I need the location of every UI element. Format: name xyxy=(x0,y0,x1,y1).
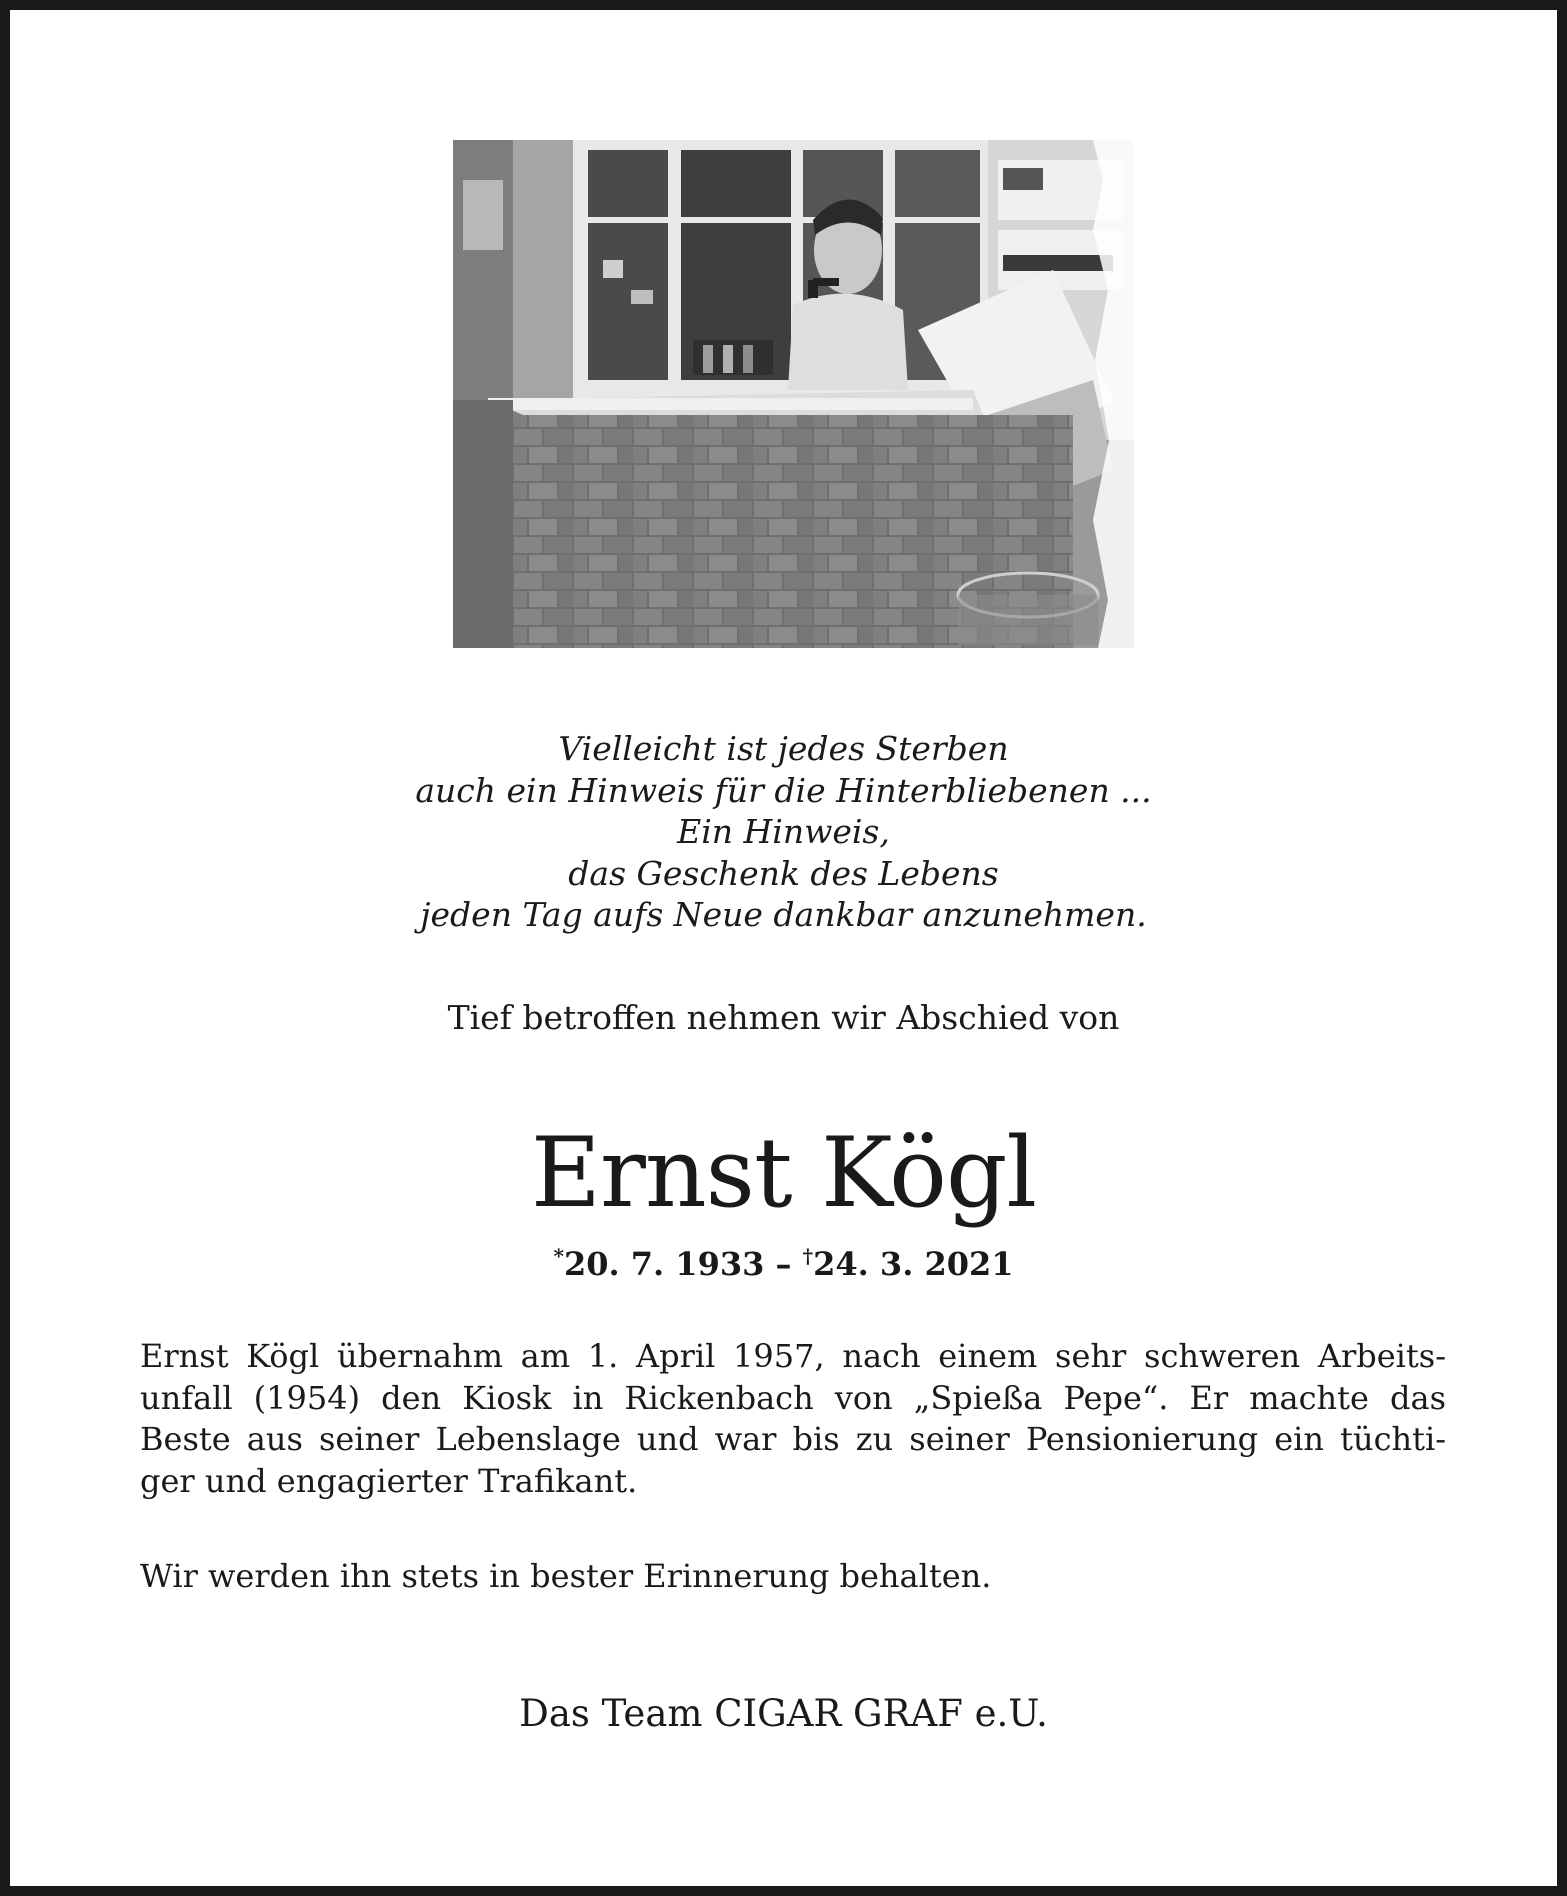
poem-line: auch ein Hinweis für die Hinterbliebenen ... xyxy=(415,770,1152,810)
biography-line: unfall (1954) den Kiosk in Rickenbach von „Spießa Pepe“. Er machte das xyxy=(140,1378,1446,1417)
poem-line: jeden Tag aufs Neue dankbar anzunehmen. xyxy=(420,895,1147,934)
birth-symbol: * xyxy=(553,1244,564,1268)
biography-line: Beste aus seiner Lebenslage und war bis zu seiner Pensionierung ein tüchti- xyxy=(140,1420,1446,1458)
kiosk-photo xyxy=(453,140,1134,648)
poem-line: das Geschenk des Lebens xyxy=(568,853,999,893)
intro-text: Tief betroffen nehmen wir Abschied von xyxy=(447,998,1120,1037)
death-symbol: † xyxy=(802,1244,814,1268)
closing-sentence: Wir werden ihn stets in bester Erinnerung behalten. xyxy=(140,1557,992,1595)
signature: Das Team CIGAR GRAF e.U. xyxy=(519,1692,1048,1735)
biography-paragraph xyxy=(140,1336,1446,1502)
life-dates xyxy=(10,1236,1557,1284)
biography-line: ger und engagierter Trafikant. xyxy=(140,1461,638,1500)
biography-line: Ernst Kögl übernahm am 1. April 1957, nach einem sehr schweren Arbeits- xyxy=(140,1337,1446,1375)
birth-date: 20. 7. 1933 xyxy=(563,1245,765,1283)
date-separator: – xyxy=(764,1245,803,1283)
poem-line: Vielleicht ist jedes Sterben xyxy=(558,729,1009,768)
deceased-name: Ernst Kögl xyxy=(530,1117,1037,1229)
poem-line: Ein Hinweis, xyxy=(677,812,890,851)
poem xyxy=(10,728,1557,936)
death-date: 24. 3. 2021 xyxy=(813,1245,1014,1283)
kiosk-photo-illustration xyxy=(453,140,1134,648)
